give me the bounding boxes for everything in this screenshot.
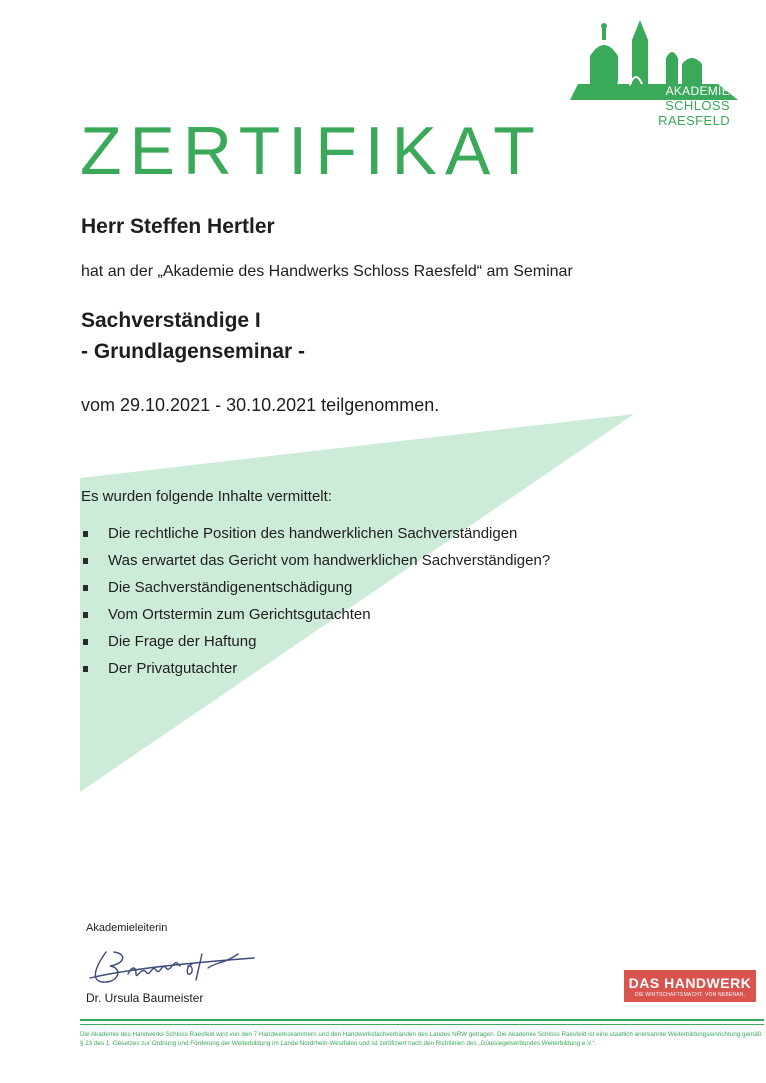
bullet-icon (83, 531, 88, 537)
bullet-icon (83, 639, 88, 645)
list-item-text: Die rechtliche Position des handwerklichen Sachverständigen (108, 525, 518, 542)
list-item (81, 578, 550, 605)
seminar-title: Sachverständige I (81, 309, 261, 332)
footer-divider (80, 1019, 764, 1021)
recipient-name: Herr Steffen Hertler (81, 215, 275, 238)
list-item-text: Was erwartet das Gericht vom handwerklichen Sachverständigen? (108, 552, 551, 569)
list-item (81, 605, 550, 632)
bullet-icon (83, 612, 88, 618)
signer-name: Dr. Ursula Baumeister (86, 991, 204, 1005)
bullet-icon (83, 585, 88, 591)
intro-text: hat an der „Akademie des Handwerks Schloss Raesfeld“ am Seminar (81, 263, 573, 280)
list-item (81, 659, 550, 686)
contents-list (81, 524, 550, 686)
date-line: vom 29.10.2021 - 30.10.2021 teilgenommen. (81, 395, 440, 415)
list-item-text: Der Privatgutachter (108, 660, 238, 677)
certificate-title: ZERTIFIKAT (80, 113, 543, 189)
list-item-text: Die Sachverständigenentschädigung (108, 579, 353, 596)
seminar-subtitle: - Grundlagenseminar - (81, 340, 306, 363)
list-item (81, 632, 550, 659)
list-item-text: Die Frage der Haftung (108, 633, 257, 650)
footer-text: Die Akademie des Handwerks Schloss Raesfeld wird von den 7 Handwerkskammern und den Handwerksfachverbänden des Landes NRW getragen. Die Akademie Schloss Raesfeld ist eine staatlich anerkannte Weiterbildungseinrichtung gemäß § 23 des 1. Gesetzes zur Ordnung und Förderung der Weiterbildung im Lande Nordrhein-Westfalen und ist zertifiziert nach den Richtlinien des „Gütesiegelverbundes Weiterbildung e.V.“. (80, 1031, 762, 1047)
signer-role: Akademieleiterin (86, 922, 168, 934)
handwritten-signature (84, 944, 264, 990)
logo-line-akademie: AKADEMIE (665, 84, 730, 98)
badge-subtitle: DIE WIRTSCHAFTSMACHT. VON NEBENAN. (634, 992, 746, 998)
list-item (81, 524, 550, 551)
das-handwerk-badge (624, 970, 756, 1002)
bullet-icon (83, 558, 88, 564)
badge-title: DAS HANDWERK (628, 975, 752, 991)
footer-divider-thin (80, 1024, 764, 1025)
list-item-text: Vom Ortstermin zum Gerichtsgutachten (108, 606, 371, 623)
logo-line-schloss: SCHLOSS RAESFELD (658, 98, 730, 128)
list-item (81, 551, 550, 578)
bullet-icon (83, 666, 88, 672)
contents-intro: Es wurden folgende Inhalte vermittelt: (81, 488, 332, 505)
